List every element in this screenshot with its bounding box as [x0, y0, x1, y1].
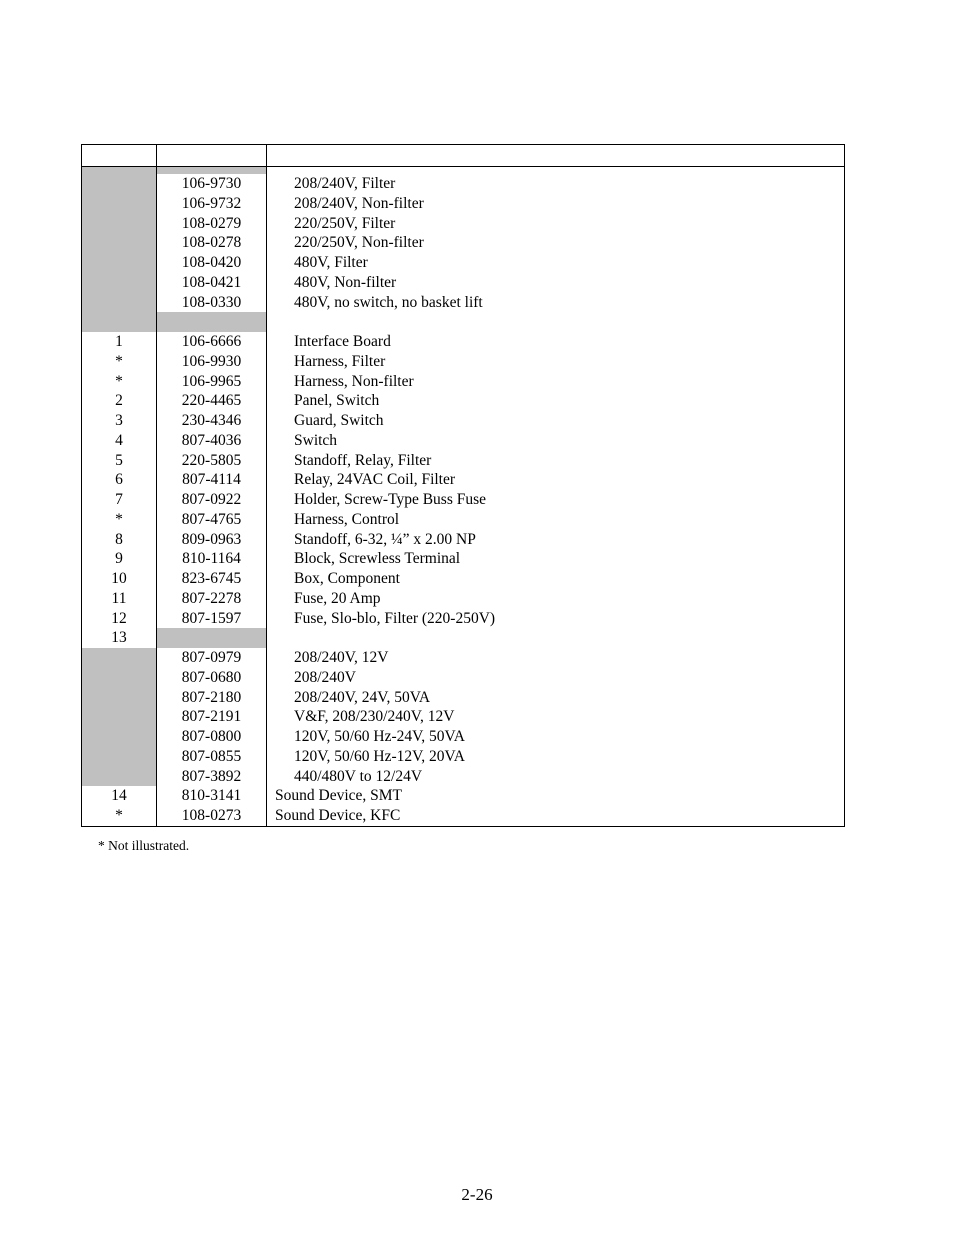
part-description: Sound Device, SMT: [267, 786, 845, 806]
table-row: [82, 747, 845, 767]
item-number: 9: [82, 549, 157, 569]
part-number: 108-0273: [157, 806, 267, 826]
part-description: V&F, 208/230/240V, 12V: [267, 707, 845, 727]
item-number: 4: [82, 431, 157, 451]
item-number: [82, 747, 157, 767]
item-number: [82, 767, 157, 787]
table-row: [82, 194, 845, 214]
part-description: 220/250V, Filter: [267, 214, 845, 234]
part-number: 810-1164: [157, 549, 267, 569]
table-row: [82, 273, 845, 293]
part-number: 230-4346: [157, 411, 267, 431]
table-row: [82, 569, 845, 589]
part-description: 208/240V, Filter: [267, 174, 845, 194]
table-row: [82, 372, 845, 392]
table-row: [82, 707, 845, 727]
parts-table: [81, 144, 845, 827]
part-number: 807-2180: [157, 688, 267, 708]
table-row: [82, 253, 845, 273]
item-number: [82, 293, 157, 313]
item-number: 6: [82, 470, 157, 490]
part-description: Guard, Switch: [267, 411, 845, 431]
part-description: 480V, Non-filter: [267, 273, 845, 293]
item-number: [82, 214, 157, 234]
part-description: 208/240V: [267, 668, 845, 688]
part-number: 108-0420: [157, 253, 267, 273]
table-row: [82, 668, 845, 688]
item-number: 5: [82, 451, 157, 471]
part-number: 807-4114: [157, 470, 267, 490]
part-number: 807-1597: [157, 609, 267, 629]
part-description: 208/240V, Non-filter: [267, 194, 845, 214]
item-number: *: [82, 806, 157, 826]
part-number: 807-3892: [157, 767, 267, 787]
part-number: 807-2191: [157, 707, 267, 727]
part-description: Block, Screwless Terminal: [267, 549, 845, 569]
item-number: [82, 174, 157, 194]
part-number: 106-9732: [157, 194, 267, 214]
part-description: Interface Board: [267, 332, 845, 352]
part-number: 807-2278: [157, 589, 267, 609]
table-row: [82, 431, 845, 451]
item-number: 11: [82, 589, 157, 609]
item-number: 7: [82, 490, 157, 510]
item-number: [82, 727, 157, 747]
part-description: Fuse, 20 Amp: [267, 589, 845, 609]
item-number: [82, 253, 157, 273]
table-row: [82, 530, 845, 550]
item-number: [82, 648, 157, 668]
part-description: 220/250V, Non-filter: [267, 233, 845, 253]
table-row: [82, 589, 845, 609]
item-number: *: [82, 510, 157, 530]
header-part-cell: [157, 145, 267, 167]
part-description: [267, 628, 845, 648]
item-number: [82, 707, 157, 727]
part-number: 106-9965: [157, 372, 267, 392]
item-number: *: [82, 372, 157, 392]
part-description: 120V, 50/60 Hz-24V, 50VA: [267, 727, 845, 747]
part-description: 480V, no switch, no basket lift: [267, 293, 845, 313]
part-description: 440/480V to 12/24V: [267, 767, 845, 787]
table-row: [82, 293, 845, 313]
part-number: 220-5805: [157, 451, 267, 471]
table-row: [82, 510, 845, 530]
part-number: 807-0680: [157, 668, 267, 688]
part-number: 106-9730: [157, 174, 267, 194]
part-description: 208/240V, 12V: [267, 648, 845, 668]
part-number: 807-0979: [157, 648, 267, 668]
table-row: [82, 727, 845, 747]
part-number: 108-0279: [157, 214, 267, 234]
item-number: [82, 273, 157, 293]
part-number: 807-0855: [157, 747, 267, 767]
table-row: [82, 214, 845, 234]
part-description: Harness, Non-filter: [267, 372, 845, 392]
part-description: Relay, 24VAC Coil, Filter: [267, 470, 845, 490]
footnote: * Not illustrated.: [98, 838, 190, 853]
table-row: [82, 391, 845, 411]
part-description: Harness, Control: [267, 510, 845, 530]
part-number: 108-0330: [157, 293, 267, 313]
table-row: [82, 451, 845, 471]
part-number: 807-4036: [157, 431, 267, 451]
item-number: [82, 688, 157, 708]
table-row: [82, 174, 845, 194]
item-number: [82, 668, 157, 688]
item-number: 12: [82, 609, 157, 629]
part-number: 809-0963: [157, 530, 267, 550]
part-description: Fuse, Slo-blo, Filter (220-250V): [267, 609, 845, 629]
part-number: 108-0421: [157, 273, 267, 293]
part-number: 220-4465: [157, 391, 267, 411]
table-row: [82, 688, 845, 708]
part-number: 823-6745: [157, 569, 267, 589]
item-number: 3: [82, 411, 157, 431]
part-description: 120V, 50/60 Hz-12V, 20VA: [267, 747, 845, 767]
header-item-cell: [82, 145, 157, 167]
part-description: Box, Component: [267, 569, 845, 589]
part-description: Standoff, 6-32, ¼” x 2.00 NP: [267, 530, 845, 550]
table-row: [82, 352, 845, 372]
table-row: [82, 549, 845, 569]
table-row: [82, 411, 845, 431]
item-number: 2: [82, 391, 157, 411]
part-number: 807-0922: [157, 490, 267, 510]
table-row: [82, 609, 845, 629]
part-description: Switch: [267, 431, 845, 451]
part-description: 208/240V, 24V, 50VA: [267, 688, 845, 708]
group-header-row: [82, 312, 845, 332]
item-number: *: [82, 352, 157, 372]
part-number: [157, 628, 267, 648]
part-number: 810-3141: [157, 786, 267, 806]
item-number: 14: [82, 786, 157, 806]
table-header-row: [82, 145, 845, 167]
item-number: 13: [82, 628, 157, 648]
table-row: [82, 767, 845, 787]
table-row: [82, 490, 845, 510]
table-row: [82, 628, 845, 648]
table-row: [82, 648, 845, 668]
item-number: 10: [82, 569, 157, 589]
group-header-row: [82, 167, 845, 175]
part-number: 807-4765: [157, 510, 267, 530]
part-description: Panel, Switch: [267, 391, 845, 411]
part-description: Standoff, Relay, Filter: [267, 451, 845, 471]
part-description: Sound Device, KFC: [267, 806, 845, 826]
part-number: 106-6666: [157, 332, 267, 352]
table-row: [82, 233, 845, 253]
part-number: 106-9930: [157, 352, 267, 372]
part-description: Holder, Screw-Type Buss Fuse: [267, 490, 845, 510]
table-row: [82, 470, 845, 490]
header-desc-cell: [267, 145, 845, 167]
table-row: [82, 332, 845, 352]
table-row: [82, 806, 845, 826]
part-number: 108-0278: [157, 233, 267, 253]
item-number: 1: [82, 332, 157, 352]
item-number: [82, 233, 157, 253]
item-number: 8: [82, 530, 157, 550]
part-description: 480V, Filter: [267, 253, 845, 273]
page-number: 2-26: [461, 1185, 493, 1204]
part-number: 807-0800: [157, 727, 267, 747]
table-row: [82, 786, 845, 806]
item-number: [82, 194, 157, 214]
part-description: Harness, Filter: [267, 352, 845, 372]
